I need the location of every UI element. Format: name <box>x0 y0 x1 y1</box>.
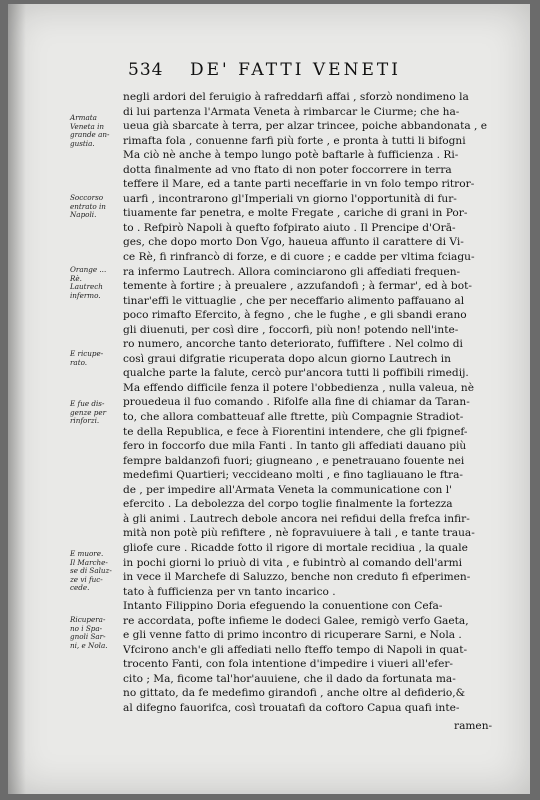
text-line: temente à fortire ; à preualere , azzufandofi ; à fermar', ed à bot- <box>123 280 472 293</box>
margin-note: E muore. Il Marche- se di Saluz- ze vi fuc- cede. <box>70 549 112 593</box>
page-gutter-shadow <box>8 4 26 794</box>
text-line: poco rimafto Efercito, à fegno , che le fughe , e gli sbandi erano <box>123 309 467 322</box>
text-line: in vece il Marchefe di Saluzzo, benche non creduto fi efperimen- <box>123 571 471 584</box>
text-line: re accordata, pofte infieme le dodeci Galee, remigò verfo Gaeta, <box>123 614 469 627</box>
text-line: Ma ciò nè anche à tempo lungo potè baftarle à fufficienza . Ri- <box>123 149 459 162</box>
margin-note: Orange ... Rè. Lautrech infermo. <box>70 265 107 300</box>
text-line: tato à fufficienza per vn tanto incarico . <box>123 585 336 598</box>
text-line: Intanto Filippino Doria efeguendo la conuentione con Cefa- <box>123 600 443 613</box>
text-line: cito ; Ma, ficome tal'hor'auuiene, che il dado da fortunata ma- <box>123 672 456 685</box>
text-line: negli ardori del feruigio à rafreddarfi affai , sforzò nondimeno la <box>123 91 469 103</box>
text-line: prouedeua il fuo comando . Rifolfe alla fine di chiamar da Taran- <box>123 396 470 409</box>
text-line: mità non potè più refiftere , nè fopravuiuere à tali , e tante traua- <box>123 527 475 540</box>
text-line: to . Refpirò Napoli à quefto fofpirato aiuto . Il Prencipe d'Orā- <box>123 221 456 234</box>
page-header <box>128 60 488 80</box>
text-line: no gittato, da fe medefimo girandofi , anche oltre al defiderio,& <box>123 687 466 700</box>
body-text <box>123 90 493 716</box>
text-line: gliofe cure . Ricadde fotto il rigore di mortale recidiua , la quale <box>123 541 468 554</box>
text-line: così graui difgratie ricuperata dopo alcun giorno Lautrech in <box>123 352 451 365</box>
text-line: medefimi Quartieri; veccideano molti , e fino tagliauano le ftra- <box>123 469 464 482</box>
text-line: e gli venne fatto di primo incontro di ricuperare Sarni, e Nola . <box>123 629 462 642</box>
text-line: ges, che dopo morto Don Vgo, haueua affunto il carattere di Vi- <box>123 236 464 249</box>
text-line: rimafta fola , conuenne farfi più forte , e pronta à tutti li bifogni <box>123 134 466 147</box>
text-line: Vfcirono anch'e gli affediati nello fteffo tempo di Napoli in quat- <box>123 643 468 656</box>
text-line: teffere il Mare, ed a tante parti neceffarie in vn folo tempo ritror- <box>123 178 475 191</box>
text-line: uarfi , incontrarono gl'Imperiali vn giorno l'opportunità di fur- <box>123 192 457 205</box>
text-line: Ma effendo difficile fenza il potere l'obbedienza , nulla valeua, nè <box>123 381 474 394</box>
text-line: ueua già sbarcate à terra, per alzar trincee, poiche abbandonata , e <box>123 120 488 133</box>
book-page <box>8 4 530 794</box>
text-line: ro numero, ancorche tanto deteriorato, fuffiftere . Nel colmo di <box>123 338 463 351</box>
text-line: dotta finalmente ad vno ftato di non poter foccorrere in terra <box>123 163 452 176</box>
text-line: tinar'effi le vittuaglie , che per neceffario alimento paffauano al <box>123 294 465 307</box>
text-line: te della Republica, e fece à Fiorentini intendere, che gli fpignef- <box>123 425 468 438</box>
running-title: DE' FATTI VENETI <box>190 60 401 80</box>
text-line: tiuamente far penetra, e molte Fregate , cariche di grani in Por- <box>123 207 468 220</box>
text-line: qualche parte la falute, cercò pur'ancora tutti li poffibili rimedij. <box>123 367 469 380</box>
text-line: trocento Fanti, con fola intentione d'impedire i viueri all'efer- <box>123 658 453 671</box>
margin-note: E fue dis- genze per rinforzi. <box>70 399 107 426</box>
text-line: de , per impedire all'Armata Veneta la communicatione con l' <box>123 483 453 496</box>
text-line: gli diuenuti, per così dire , foccorfi, più non! potendo nell'inte- <box>123 323 459 336</box>
text-line: di lui partenza l'Armata Veneta à rimbarcar le Ciurme; che ha- <box>123 105 460 118</box>
text-line: à gli animi . Lautrech debole ancora nei refidui della frefca infir- <box>123 512 470 525</box>
margin-note: E ricupe- rato. <box>70 349 104 367</box>
margin-note: Armata Veneta in grande an- gustia. <box>70 113 110 148</box>
margin-note: Soccorso entrato in Napoli. <box>70 193 106 220</box>
text-line: in pochi giorni lo priuò di vita , e fubintrò al comando dell'armi <box>123 556 463 569</box>
text-line: to, che allora combatteuaf alle ftrette, più Compagnie Stradiot- <box>123 411 464 424</box>
page-number: 534 <box>128 60 164 80</box>
margin-note: Ricupera- no i Spa- gnoli Sar- ni, e Nola. <box>70 615 108 650</box>
text-line: fempre baldanzofi fuori; giugneano , e penetrauano fouente nei <box>123 454 465 467</box>
text-line: efercito . La debolezza del corpo toglie finalmente la fortezza <box>123 498 453 511</box>
text-line: fero in foccorfo due mila Fanti . In tanto gli affediati dauano più <box>123 440 467 453</box>
text-line: ra infermo Lautrech. Allora cominciarono gli affediati frequen- <box>123 265 461 278</box>
text-line: ce Rè, fi rinfrancò di forze, e di cuore ; e cadde per vltima fciagu- <box>123 251 475 264</box>
text-line: al difegno fauorifca, così trouatafi da coftoro Capua quafi inte- <box>123 701 460 714</box>
catchword: ramen- <box>454 720 493 732</box>
